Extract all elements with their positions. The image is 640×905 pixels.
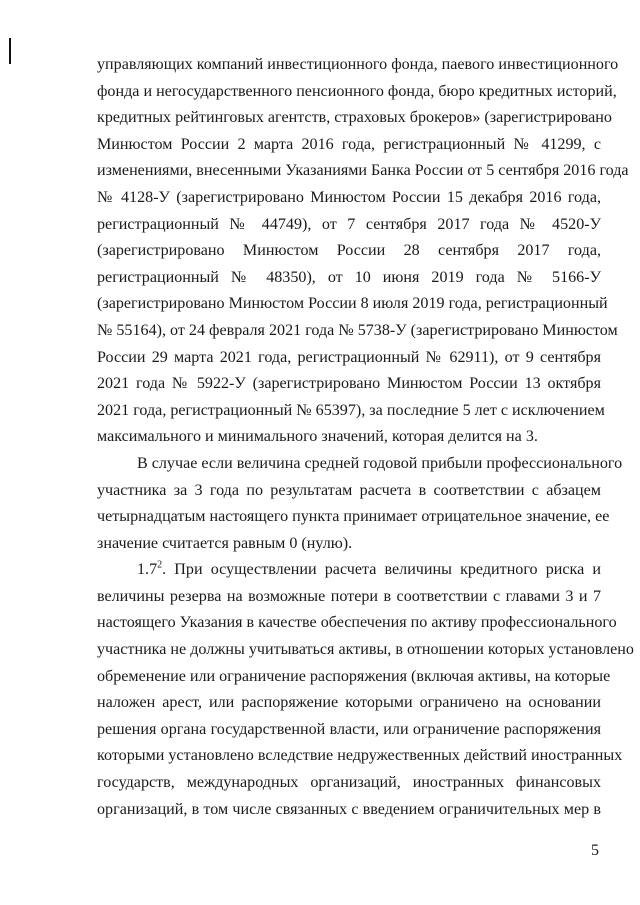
clause-number: 1.7 [137, 561, 158, 579]
text-line: которыми установлено вследствие недружественных действий иностранных [97, 747, 623, 765]
text-line: четырнадцатым настоящего пункта принимает отрицательное значение, ее [97, 508, 610, 526]
text-line: максимального и минимального значений, которая делится на 3. [97, 428, 538, 446]
clause-number-superscript: 2 [157, 559, 163, 571]
text-line: значение считается равным 0 (нулю). [97, 534, 353, 552]
text-line: величины резерва на возможные потери в соответствии с главами 3 и 7 [97, 587, 601, 605]
text-line: участника за 3 года по результатам расчета в соответствии с абзацем [97, 481, 601, 499]
text-line: регистрационный № 44749), от 7 сентября 2017 года № 4520-У [97, 215, 601, 233]
text-line: № 4128-У (зарегистрировано Минюстом России 15 декабря 2016 года, [97, 188, 601, 206]
page-number: 5 [591, 842, 599, 859]
text-line: фонда и негосударственного пенсионного фонда, бюро кредитных историй, [97, 82, 617, 100]
text-line: 2021 года, регистрационный № 65397), за последние 5 лет с исключением [97, 401, 605, 419]
paragraph-2 [97, 451, 623, 557]
text-line: (зарегистрировано Минюстом России 28 сентября 2017 года, [97, 242, 601, 260]
text-line: решения органа государственной власти, или ограничение распоряжения [97, 720, 601, 738]
text-line: Минюстом России 2 марта 2016 года, регистрационный № 41299, с [97, 135, 601, 153]
text-line [97, 557, 601, 584]
text-line: кредитных рейтинговых агентств, страховых брокеров» (зарегистрировано [97, 109, 612, 127]
paragraph-3 [97, 557, 634, 823]
paragraph-1 [97, 52, 629, 451]
text-line: № 55164), от 24 февраля 2021 года № 5738-У (зарегистрировано Минюстом [97, 321, 618, 339]
text-line: участника не должны учитываться активы, в отношении которых установлено [97, 641, 634, 659]
text-line: наложен арест, или распоряжение которыми ограничено на основании [97, 694, 601, 712]
document-body [97, 52, 634, 823]
text-line: настоящего Указания в качестве обеспечения по активу профессионального [97, 614, 617, 632]
text-line: регистрационный № 48350), от 10 июня 2019 года № 5166-У [97, 268, 601, 286]
text-line: В случае если величина средней годовой прибыли профессионального [137, 454, 623, 472]
text-line: изменениями, внесенными Указаниями Банка России от 5 сентября 2016 года [97, 162, 629, 180]
text-line: государств, международных организаций, иностранных финансовых [97, 774, 601, 792]
text-line: России 29 марта 2021 года, регистрационный № 62911), от 9 сентября [97, 348, 601, 366]
scan-margin-mark [9, 38, 11, 64]
text-line: 2021 года № 5922-У (зарегистрировано Минюстом России 13 октября [97, 375, 601, 393]
clause-text: . При осуществлении расчета величины кредитного риска и [162, 561, 601, 579]
text-line: управляющих компаний инвестиционного фонда, паевого инвестиционного [97, 56, 619, 73]
text-line: (зарегистрировано Минюстом России 8 июля 2019 года, регистрационный [97, 295, 608, 313]
text-line: обременение или ограничение распоряжения (включая активы, на которые [97, 667, 611, 685]
text-line: организаций, в том числе связанных с введением ограничительных мер в [97, 800, 601, 818]
